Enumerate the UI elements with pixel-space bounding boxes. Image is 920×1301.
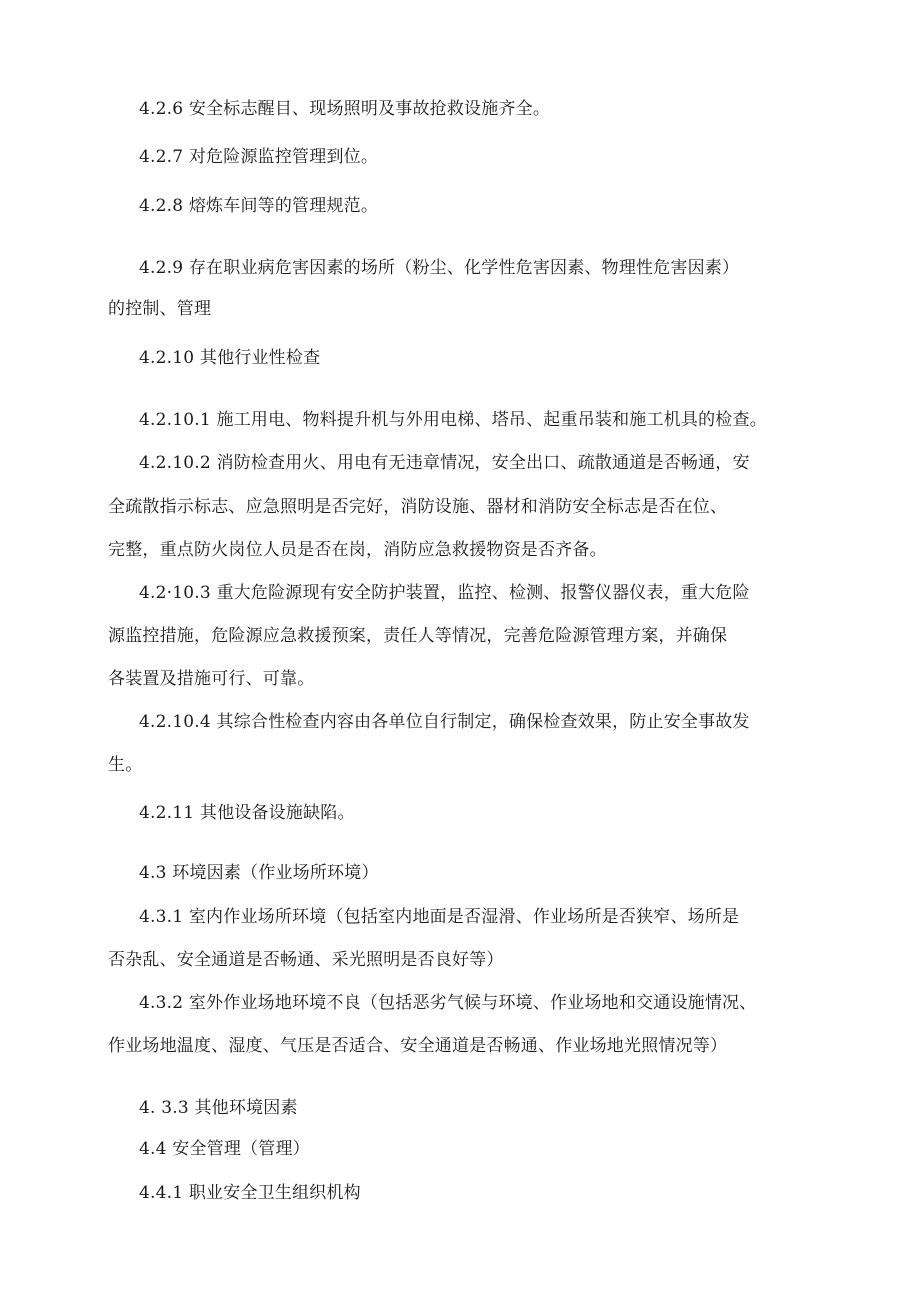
text-line-4-3-1-cont: 否杂乱、安全通道是否畅通、采光照明是否良好等） xyxy=(108,950,504,970)
text-line-4-2-10-4: 4.2.10.4 其综合性检查内容由各单位自行制定，确保检查效果，防止安全事故发 xyxy=(139,712,750,732)
text-line-4-2-10-4-cont: 生。 xyxy=(108,755,143,775)
text-line-4-2-10: 4.2.10 其他行业性检查 xyxy=(139,348,321,368)
text-line-4-2-10-2-cont-2: 完整，重点防火岗位人员是否在岗，消防应急救援物资是否齐备。 xyxy=(108,540,607,560)
text-line-4-2-10-2-cont-1: 全疏散指示标志、应急照明是否完好，消防设施、器材和消防安全标志是否在位、 xyxy=(108,497,728,517)
text-line-4-2-10-3: 4.2·10.3 重大危险源现有安全防护装置，监控、检测、报警仪器仪表，重大危险 xyxy=(139,583,750,603)
text-line-4-2-6: 4.2.6 安全标志醒目、现场照明及事故抢救设施齐全。 xyxy=(139,99,551,119)
text-line-4-2-9-cont: 的控制、管理 xyxy=(108,299,212,319)
text-line-4-4-1: 4.4.1 职业安全卫生组织机构 xyxy=(139,1183,361,1203)
text-line-4-2-10-2: 4.2.10.2 消防检查用火、用电有无违章情况，安全出口、疏散通道是否畅通，安 xyxy=(139,453,750,473)
text-line-4-2-10-3-cont-1: 源监控措施，危险源应急救援预案，责任人等情况，完善危险源管理方案，并确保 xyxy=(108,626,728,646)
text-line-4-3-3: 4. 3.3 其他环境因素 xyxy=(139,1098,298,1118)
text-line-4-3: 4.3 环境因素（作业场所环境） xyxy=(139,863,379,883)
text-line-4-2-11: 4.2.11 其他设备设施缺陷。 xyxy=(139,803,355,823)
text-line-4-4: 4.4 安全管理（管理） xyxy=(139,1139,310,1159)
text-line-4-2-10-1: 4.2.10.1 施工用电、物料提升机与外用电梯、塔吊、起重吊装和施工机具的检查。 xyxy=(139,410,767,430)
text-line-4-3-2: 4.3.2 室外作业场地环境不良（包括恶劣气候与环境、作业场地和交通设施情况、 xyxy=(139,993,757,1013)
text-line-4-2-9: 4.2.9 存在职业病危害因素的场所（粉尘、化学性危害因素、物理性危害因素） xyxy=(139,258,740,278)
text-line-4-2-8: 4.2.8 熔炼车间等的管理规范。 xyxy=(139,196,379,216)
text-line-4-2-7: 4.2.7 对危险源监控管理到位。 xyxy=(139,147,379,167)
text-line-4-3-1: 4.3.1 室内作业场所环境（包括室内地面是否湿滑、作业场所是否狭窄、场所是 xyxy=(139,907,740,927)
text-line-4-2-10-3-cont-2: 各装置及措施可行、可靠。 xyxy=(108,669,315,689)
text-line-4-3-2-cont: 作业场地温度、湿度、气压是否适合、安全通道是否畅通、作业场地光照情况等） xyxy=(108,1036,728,1056)
